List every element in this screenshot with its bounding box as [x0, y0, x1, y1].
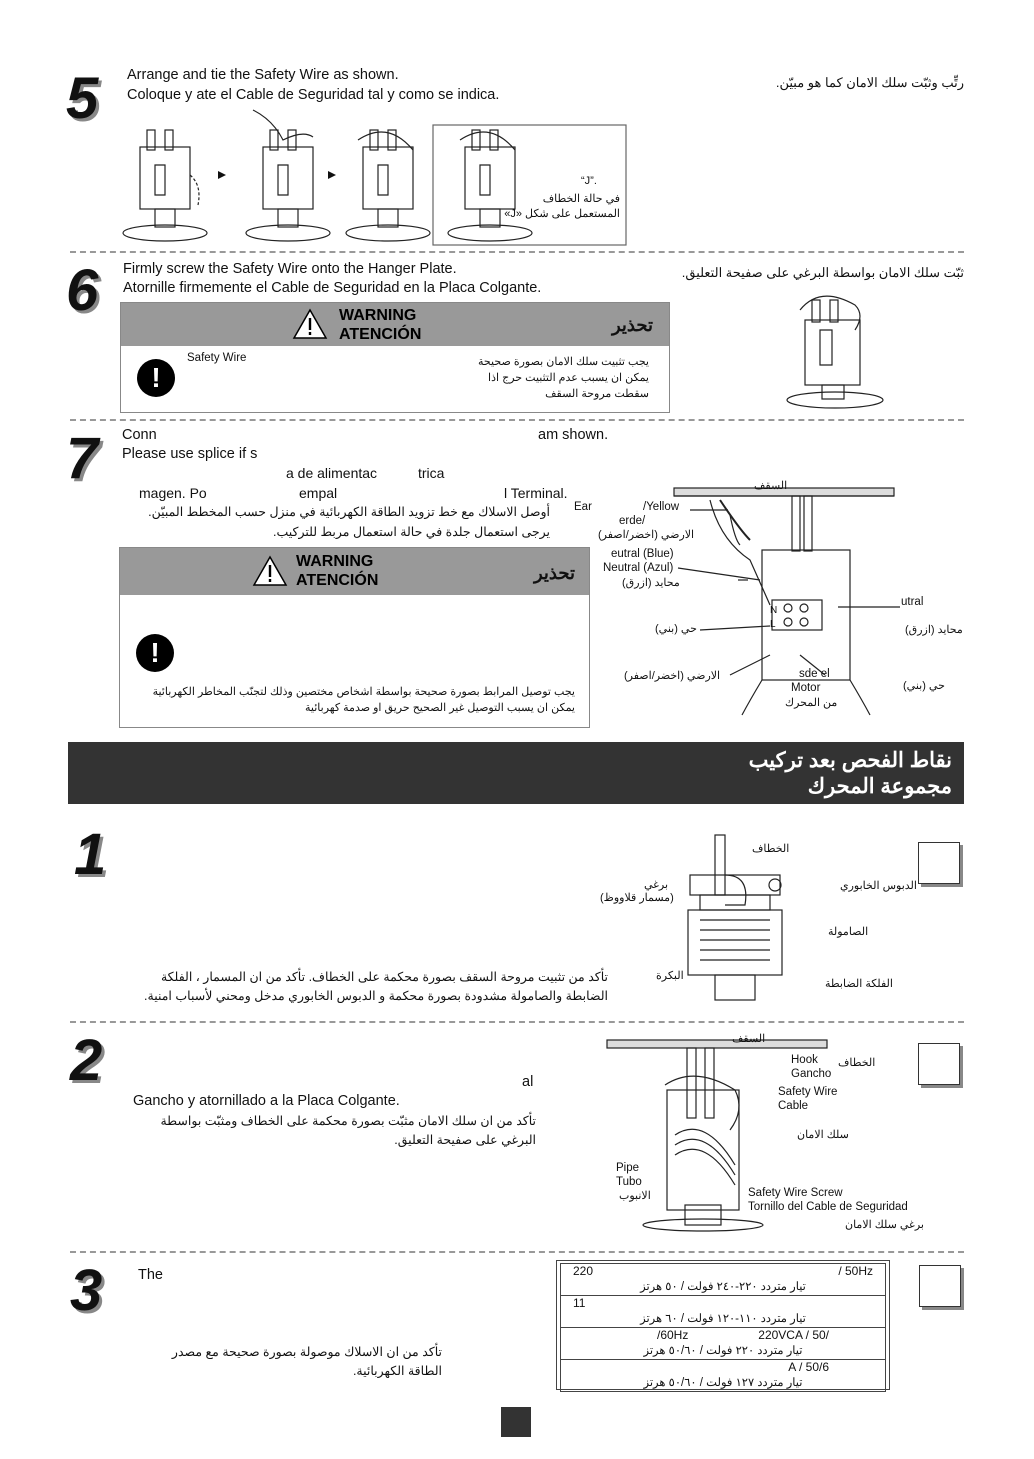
spec-row-ar: تيار متردد ٢٢٠-٢٤٠ فولت / ٥٠ هرتز [640, 1281, 806, 1293]
step7-line3-b: trica [418, 465, 445, 481]
spec-row-ar: تيار متردد ٢٢٠ فولت / ٥٠/٦٠ هرتز [643, 1345, 803, 1357]
voltage-spec-table [560, 1263, 886, 1392]
check2-arabic-1: تأكد من ان سلك الامان مثبّت بصورة محكمة على الخطاف ومثبّت بواسطة [160, 1114, 536, 1128]
pulley-label-ar: البكرة [656, 970, 684, 982]
from-motor-es-label: sde el [799, 668, 830, 680]
ground-verde-label: erde/ [619, 515, 646, 527]
ceiling-label-ar: السقف [732, 1033, 766, 1045]
step5-spanish-text: Coloque y ate el Cable de Seguridad tal y como se indica. [127, 87, 500, 103]
live-label-ar: حي (بني) [655, 623, 697, 635]
step-number-6: 6 [66, 258, 99, 323]
safety-screw-es-label: Tornillo del Cable de Seguridad [748, 1201, 908, 1213]
check2-arabic-2: البرغي على صفيحة التعليق. [394, 1133, 536, 1147]
hook-label-ar: الخطاف [752, 843, 790, 855]
neutral-blue-label: eutral (Blue) [611, 548, 674, 560]
terminal-l-label: L [770, 619, 776, 630]
safety-screw-label: Safety Wire Screw [748, 1187, 843, 1199]
check3-checkbox[interactable] [919, 1265, 961, 1307]
step7-warning-box [119, 547, 590, 728]
exclamation-icon: ! [137, 359, 175, 397]
tubo-label: Tubo [616, 1176, 642, 1188]
neutral-label-ar: محايد (ازرق) [622, 577, 680, 589]
pipe-label-ar: الانبوب [619, 1190, 651, 1202]
section-title-line2: مجموعة المحرك [807, 775, 952, 798]
section-title-line1: نقاط الفحص بعد تركيب [748, 749, 952, 772]
step7-line4-c: l Terminal. [504, 485, 568, 501]
warning-body-ar-1: يجب تثبيت سلك الامان بصورة صحيحة [478, 356, 649, 368]
divider [70, 419, 964, 421]
step-number-7: 7 [66, 426, 99, 491]
step5-callout-q: “J”. [581, 175, 597, 187]
bolt-label-ar: برغي [644, 879, 669, 891]
check-number-2: 2 [70, 1028, 103, 1093]
ceiling-label-ar: السقف [754, 480, 788, 492]
step6-illustration [780, 285, 890, 410]
step5-arabic-text: رتِّب وثبّت سلك الامان كما هو مبيّن. [775, 75, 964, 90]
step7-line4-a: magen. Po [139, 485, 207, 501]
check1-arabic-2: الضابطة والصامولة مشدودة بصورة محكمة و الدبوس الخابوري مدخل ومحني لأسباب امنية. [144, 989, 608, 1003]
check3-arabic-1: تأكد من ان الاسلاك موصولة بصورة صحيحة مع مصدر [171, 1345, 442, 1359]
ground-yellow-label: /Yellow [643, 501, 680, 513]
motor-label-ar: من المحرك [785, 697, 838, 709]
spec-row-left: 220 [573, 1264, 594, 1278]
safety-wire-label-ar: سلك الامان [797, 1129, 849, 1141]
warning-body-ar-2: يمكن ان يسبب عدم التثبيت حرج اذا [488, 372, 649, 384]
safety-wire-label: Safety Wire [187, 352, 247, 364]
warning-title-es: ATENCIÓN [339, 326, 422, 343]
bolt-label-ar-2: (مسمار قلاووظ) [600, 892, 674, 904]
live-label-ar-2: حي (بني) [903, 680, 945, 692]
check2-al-text: al [522, 1074, 534, 1090]
page-number-box [501, 1407, 531, 1437]
ground-label-ar-2: الارضي (اخضر/اصفر) [624, 670, 721, 682]
neutral-utral-label: utral [901, 596, 924, 608]
spec-row-right: 220VCA / 50/ [758, 1328, 829, 1342]
check3-arabic-2: الطاقة الكهربائية. [352, 1364, 442, 1378]
warning-body-ar-3: سقطت مروحة السقف [545, 388, 649, 400]
check-number-3: 3 [70, 1258, 103, 1323]
step6-english-text: Firmly screw the Safety Wire onto the Hanger Plate. [123, 261, 457, 277]
neutral-azul-label: Neutral (Azul) [603, 562, 674, 574]
warning-triangle-icon [293, 309, 327, 339]
ground-label-ar: الارضي (اخضر/اصفر) [598, 529, 695, 541]
step7-arabic-1: أوصل الاسلاك مع خط تزويد الطاقة الكهربائية في منزل حسب المخطط المبيّن. [148, 505, 550, 519]
step5-callout-arabic-1: في حالة الخطاف [542, 193, 620, 205]
warning-body-ar-1: يجب توصيل المرابط بصورة صحيحة بواسطة اشخاص مختصين وذلك لتجنّب المخاطر الكهربائية [152, 686, 575, 698]
spec-row-left: 11 [573, 1296, 586, 1310]
step7-line2: Please use splice if s [122, 446, 258, 462]
step-number-5: 5 [66, 66, 99, 131]
check-number-1: 1 [74, 822, 107, 887]
spec-row-left: /60Hz [657, 1328, 689, 1342]
warning-title-es: ATENCIÓN [296, 572, 379, 589]
warning-title-en: WARNING [296, 553, 374, 570]
hook-label: Hook [791, 1054, 818, 1066]
terminal-n-label: N [770, 605, 778, 616]
step5-callout-arabic-2: المستعمل على شكل «J» [504, 208, 620, 220]
motor-label: Motor [791, 682, 821, 694]
warning-title-ar: تحذير [533, 563, 575, 583]
safety-wire-label: Safety Wire [778, 1086, 838, 1098]
step6-spanish-text: Atornille firmemente el Cable de Seguridad en la Placa Colgante. [123, 280, 542, 296]
section-header-band [68, 742, 964, 804]
spec-row-right: / 50Hz [838, 1264, 873, 1278]
divider [70, 1021, 964, 1023]
spec-row [561, 1296, 886, 1328]
step6-arabic-text: ثبّت سلك الامان بواسطة البرغي على صفيحة التعليق. [681, 265, 964, 280]
neutral-label-ar-2: محايد (ازرق) [905, 624, 963, 636]
spec-row [561, 1328, 886, 1360]
step6-warning-box [120, 302, 670, 413]
gancho-label: Gancho [791, 1068, 832, 1080]
divider [70, 1251, 964, 1253]
nut-label-ar: الصامولة [828, 926, 869, 938]
check2-checkbox[interactable] [918, 1043, 960, 1085]
step5-english-text: Arrange and tie the Safety Wire as shown. [127, 67, 399, 83]
cable-label: Cable [778, 1100, 809, 1112]
spec-row [561, 1264, 886, 1296]
spec-row-ar: تيار متردد ١٢٧ فولت / ٥٠/٦٠ هرتز [643, 1377, 803, 1389]
step5-illustration [120, 105, 630, 245]
exclamation-icon: ! [136, 634, 174, 672]
spec-row-right: A / 50/6 [788, 1360, 829, 1374]
divider [70, 251, 964, 253]
pin-label-ar: الدبوس الخابوري [840, 880, 917, 892]
warning-triangle-icon [253, 556, 287, 586]
spec-row-ar: تيار متردد ١١٠-١٢٠ فولت / ٦٠ هرتز [640, 1313, 806, 1325]
step7-line1-b: am shown. [538, 427, 609, 443]
step7-line1-a: Conn [122, 427, 157, 443]
washer-label-ar: الفلكة الضابطة [825, 978, 893, 990]
spec-row [561, 1360, 886, 1392]
pipe-label: Pipe [616, 1162, 640, 1174]
warning-body-ar-2: يمكن ان يسبب التوصيل غير الصحيح حريق او صدمة كهربائية [305, 702, 575, 714]
step7-arabic-2: يرجى استعمال جلدة في حالة استعمال مربط للتركيب. [272, 525, 550, 539]
warning-title-ar: تحذير [611, 315, 653, 335]
step7-line3-a: a de alimentac [286, 465, 378, 481]
ground-ear-label: Ear [574, 501, 592, 513]
check1-checkbox[interactable] [918, 842, 960, 884]
hook-label-ar: الخطاف [838, 1057, 876, 1069]
safety-screw-label-ar: برغي سلك الامان [845, 1219, 924, 1231]
check1-arabic-1: تأكد من تثبيت مروحة السقف بصورة محكمة على الخطاف. تأكد من ان المسمار ، الفلكة [160, 970, 608, 984]
check3-the-text: The [138, 1267, 163, 1283]
warning-title-en: WARNING [339, 307, 417, 324]
step7-line4-b: empal [299, 485, 338, 501]
check2-spanish-text: Gancho y atornillado a la Placa Colgante. [133, 1093, 400, 1109]
